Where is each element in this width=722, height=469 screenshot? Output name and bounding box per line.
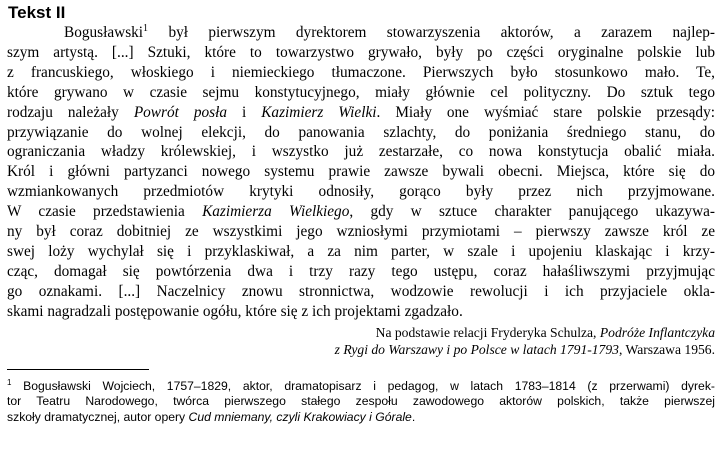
text-line-5: rodzaju należały Powrót posła i Kazimierz Wielki. Miały one wyśmiać stare polskie przesądy: bbox=[7, 103, 715, 121]
text-line-9: wzmiankowanych przedmiotów krytyki odnosiły, gorąco były przez nich przyjmowane. bbox=[7, 183, 715, 201]
title-kazimierza-wielkiego: Kazimierza Wielkiego bbox=[202, 203, 350, 221]
main-text bbox=[7, 23, 715, 322]
text-line-1: Bogusławski$^1$ był pierwszym dyrektorem stowarzyszenia aktorów, a zarazem najlep- bbox=[64, 22, 715, 41]
document-page bbox=[7, 3, 715, 425]
opera-title: Cud mniemany, czyli Krakowiacy i Górale bbox=[188, 409, 412, 424]
footnote-line-3: szkoły dramatycznej, autor opery Cud mniemany, czyli Krakowiacy i Górale. bbox=[7, 409, 416, 424]
text-line-13: cząc, domagał się powtórzenia dwa i trzy razy tego ustępu, coraz hałaśliwszymi przyjmując bbox=[7, 262, 715, 280]
text-line-10: W czasie przedstawienia Kazimierza Wielkiego, gdy w sztuce charakter panującego ukazywa- bbox=[7, 203, 716, 221]
footnote-line-2: tor Teatru Narodowego, twórca pierwszego stałego zespołu zawodowego aktorów polskich, także pierwszej bbox=[7, 394, 715, 409]
source-citation bbox=[7, 324, 715, 358]
text-line-14: go oznakami. [...] Naczelnicy znowu stronnictwa, wodzowie rewolucji i ich przyjaciele okla- bbox=[7, 282, 715, 300]
text-line-11: ny był coraz dobitniej ze wszystkimi jego wzniosłymi przymiotami – pierwszy zawsze król ze bbox=[7, 223, 715, 241]
footnote-separator bbox=[7, 369, 149, 370]
footnote-number: 1 bbox=[7, 377, 12, 387]
title-kazimierz-wielki: Kazimierz Wielki bbox=[261, 103, 377, 121]
text-line-8: Król i główni partyzanci nowego systemu prawie zawsze bywali obecni. Miejsca, które się do bbox=[7, 163, 715, 181]
text-line-2: szym artystą. [...] Sztuki, które to towarzystwo grywało, były po części oryginalne polskie lub bbox=[7, 43, 715, 61]
title-powrot-posla: Powrót posła bbox=[133, 103, 227, 121]
text-line-12: swej loży wychylał się i przyklaskiwał, a za nim parter, w szale i upojeniu klaskając i krzy- bbox=[7, 242, 715, 260]
source-line-2: z Rygi do Warszawy i po Polsce w latach 1791-1793, Warszawa 1956. bbox=[334, 341, 715, 357]
text-line-6: przywiązanie do wolnej elekcji, do panowania szlachty, do poniżania średniego stanu, do bbox=[7, 123, 715, 141]
text-line-3: z francuskiego, włoskiego i niemieckiego tłumaczone. Pierwszych było stosunkowo mało. Te, bbox=[7, 63, 715, 81]
text-line-4: które grywano w czasie sejmu konstytucyjnego, miały głównie cel polityczny. Do sztuk tego bbox=[7, 83, 715, 101]
text-line-15: skami nagradzali postępowanie ogółu, które się z ich projektami zgadzało. bbox=[7, 302, 463, 320]
footnote bbox=[7, 379, 715, 426]
source-line-1: Na podstawie relacji Fryderyka Schulza, Podróże Inflantczyka bbox=[375, 324, 715, 340]
footnote-line-1: $^1$ Bogusławski Wojciech, 1757–1829, aktor, dramatopisarz i pedagog, w latach 1783–1814 (z przerwami) dyrek- bbox=[7, 377, 715, 393]
footnote-marker: 1 bbox=[143, 22, 149, 34]
text-line-7: ograniczania władzy królewskiej, i wszystko już zestarzałe, co nowa konstytucja obalić miała. bbox=[7, 143, 715, 161]
text-title: Tekst II bbox=[8, 3, 66, 22]
